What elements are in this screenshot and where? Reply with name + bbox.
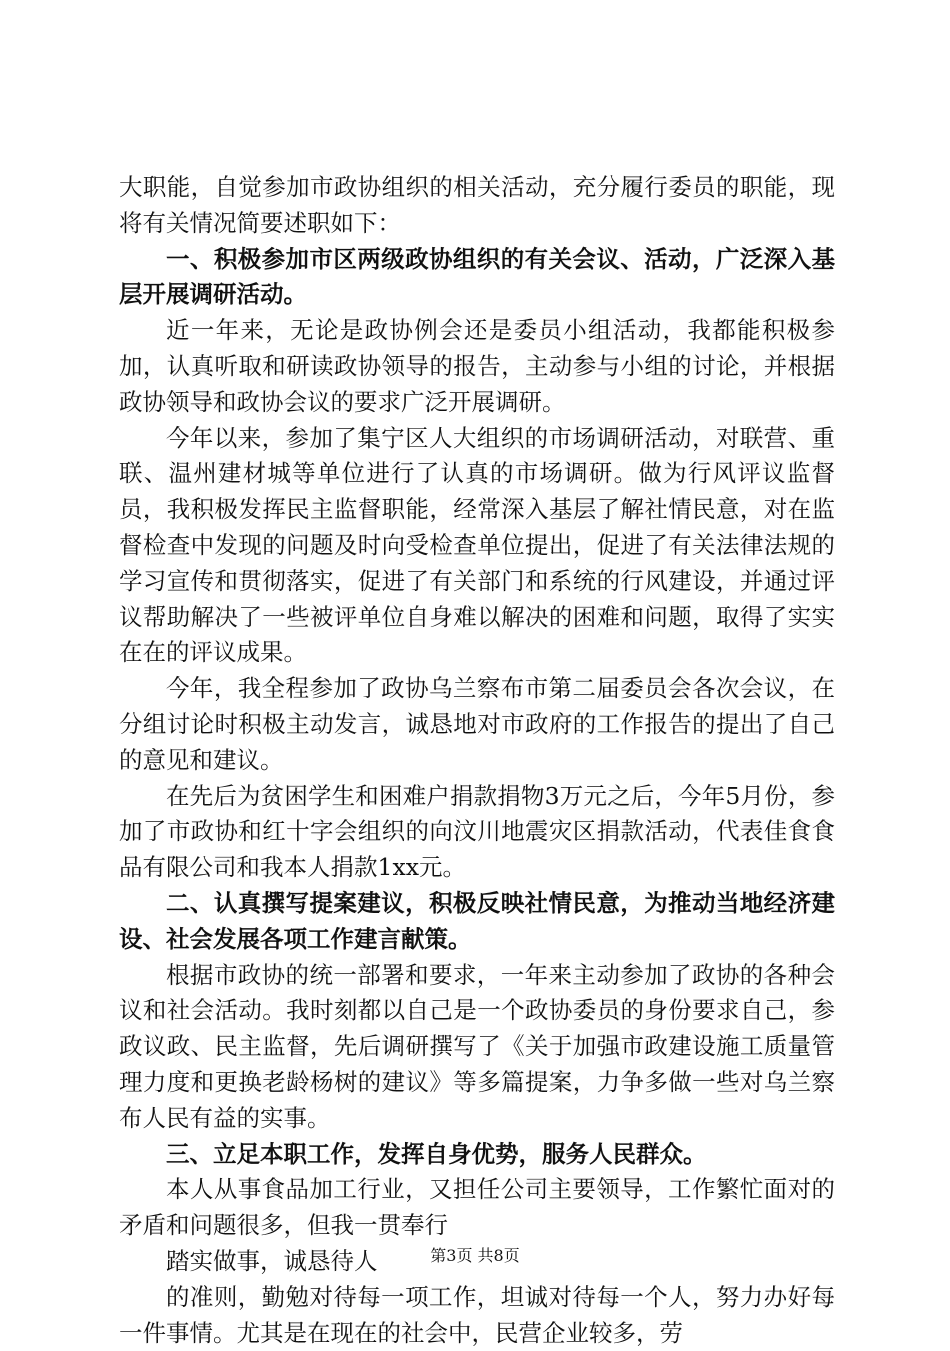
- section-heading: 一、积极参加市区两级政协组织的有关会议、活动，广泛深入基层开展调研活动。: [119, 244, 835, 309]
- body-paragraph: 本人从事食品加工行业，又担任公司主要领导，工作繁忙面对的矛盾和问题很多，但我一贯奉行: [119, 1175, 835, 1240]
- body-paragraph: 的准则，勤勉对待每一项工作，坦诚对待每一个人，努力办好每一件事情。尤其是在现在的社会中，民营企业较多，劳: [119, 1282, 835, 1347]
- body-paragraph: 大职能，自觉参加市政协组织的相关活动，充分履行委员的职能，现将有关情况简要述职如下：: [119, 173, 835, 237]
- page-footer: 第3页 共8页: [430, 1246, 520, 1265]
- section-heading: 二、认真撰写提案建议，积极反映社情民意，为推动当地经济建设、社会发展各项工作建言献策。: [119, 888, 835, 953]
- document-body: [119, 170, 835, 1351]
- body-paragraph: 根据市政协的统一部署和要求，一年来主动参加了政协的各种会议和社会活动。我时刻都以自己是一个政协委员的身份要求自己，参政议政、民主监督，先后调研撰写了《关于加强市政建设施工质量管理力度和更换老龄杨树的建议》等多篇提案，力争多做一些对乌兰察布人民有益的实事。: [119, 960, 835, 1132]
- body-paragraph: 踏实做事，诚恳待人: [166, 1246, 378, 1275]
- body-paragraph: 今年，我全程参加了政协乌兰察布市第二届委员会各次会议，在分组讨论时积极主动发言，诚恳地对市政府的工作报告的提出了自己的意见和建议。: [119, 674, 835, 774]
- body-paragraph: 今年以来，参加了集宁区人大组织的市场调研活动，对联营、重联、温州建材城等单位进行了认真的市场调研。做为行风评议监督员，我积极发挥民主监督职能，经常深入基层了解社情民意，对在监督检查中发现的问题及时向受检查单位提出，促进了有关法律法规的学习宣传和贯彻落实，促进了有关部门和系统的行风建设，并通过评议帮助解决了一些被评单位自身难以解决的困难和问题，取得了实实在在的评议成果。: [119, 423, 835, 667]
- section-heading: 三、立足本职工作，发挥自身优势，服务人民群众。: [166, 1139, 707, 1168]
- body-paragraph: 近一年来，无论是政协例会还是委员小组活动，我都能积极参加，认真听取和研读政协领导的报告，主动参与小组的讨论，并根据政协领导和政协会议的要求广泛开展调研。: [119, 316, 835, 416]
- body-paragraph: 在先后为贫困学生和困难户捐款捐物3万元之后，今年5月份，参加了市政协和红十字会组织的向汶川地震灾区捐款活动，代表佳食食品有限公司和我本人捐款1xx元。: [119, 781, 835, 882]
